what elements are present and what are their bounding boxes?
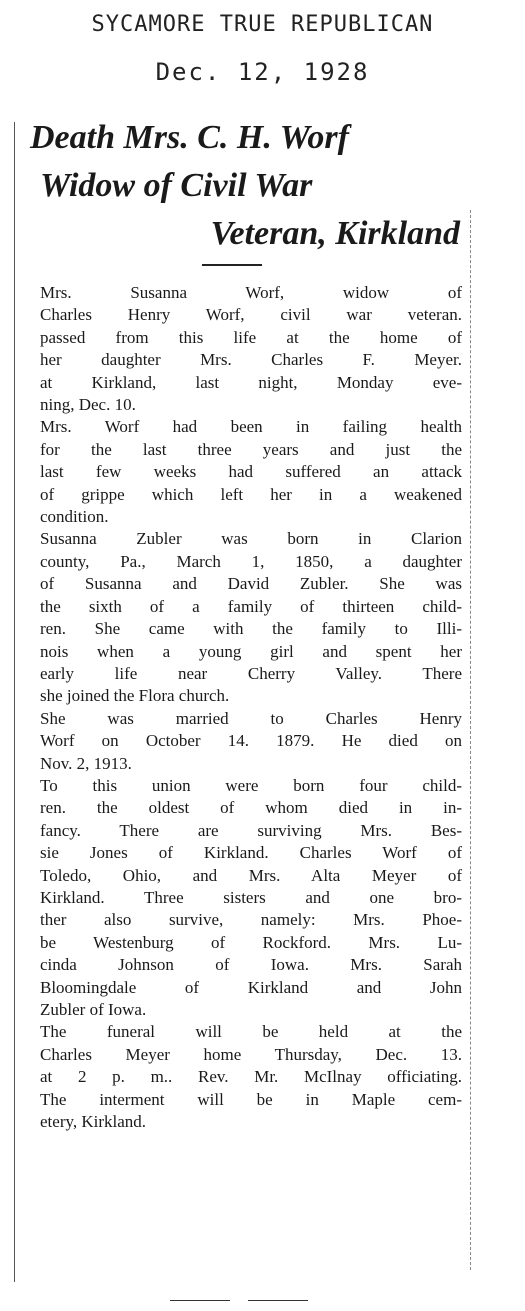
- article-line: nois when a young girl and spent her: [40, 641, 462, 661]
- article-line: To this union were born four child-: [40, 775, 462, 795]
- headline-line: Widow of Civil War: [40, 167, 313, 204]
- article-line: of grippe which left her in a weakened: [40, 484, 462, 504]
- article-line: her daughter Mrs. Charles F. Meyer.: [40, 350, 462, 370]
- article-line: The interment will be in Maple cem-: [40, 1089, 462, 1109]
- article-body: [26, 282, 462, 1133]
- article-line: county, Pa., March 1, 1850, a daughter: [40, 551, 462, 571]
- article-line: cinda Johnson of Iowa. Mrs. Sarah: [40, 955, 462, 975]
- column-rule-right: [470, 210, 471, 1270]
- article-line: ren. She came with the family to Illi-: [40, 619, 462, 639]
- end-rule: [170, 1300, 230, 1301]
- article-line: Charles Meyer home Thursday, Dec. 13.: [40, 1044, 462, 1064]
- article-line: The funeral will be held at the: [40, 1022, 462, 1042]
- article-line: for the last three years and just the: [40, 439, 462, 459]
- article-line: early life near Cherry Valley. There: [40, 663, 462, 683]
- article-line: fancy. There are surviving Mrs. Bes-: [40, 820, 462, 840]
- headline-line: Death Mrs. C. H. Worf: [30, 119, 349, 156]
- headline: [24, 114, 464, 258]
- headline-divider: [202, 264, 262, 266]
- headline-line: Veteran, Kirkland: [210, 215, 460, 252]
- article-line: Charles Henry Worf, civil war veteran.: [40, 305, 462, 325]
- article-line: Zubler of Iowa.: [40, 1000, 147, 1019]
- article-line: condition.: [40, 507, 109, 527]
- article-paragraph: [26, 708, 462, 775]
- article-line: Bloomingdale of Kirkland and John: [40, 977, 462, 997]
- article-line: passed from this life at the home of: [40, 327, 462, 347]
- article-line: ther also survive, namely: Mrs. Phoe-: [40, 910, 462, 930]
- article-line: be Westenburg of Rockford. Mrs. Lu-: [40, 932, 462, 952]
- article-line: sie Jones of Kirkland. Charles Worf of: [40, 843, 462, 863]
- article-line: last few weeks had suffered an attack: [40, 462, 462, 482]
- article-line: Mrs. Susanna Worf, widow of: [40, 283, 462, 302]
- publication-date: Dec. 12, 1928: [155, 58, 370, 86]
- end-rule: [248, 1300, 308, 1301]
- column-rule-left: [14, 122, 15, 1282]
- article-line: She was married to Charles Henry: [40, 708, 462, 728]
- article-line: etery, Kirkland.: [40, 1112, 147, 1132]
- article-line: Kirkland. Three sisters and one bro-: [40, 887, 462, 907]
- article-line: at Kirkland, last night, Monday eve-: [40, 372, 462, 392]
- article-paragraph: [26, 1021, 462, 1133]
- article-line: ren. the oldest of whom died in in-: [40, 798, 462, 818]
- article-line: she joined the Flora church.: [40, 686, 230, 706]
- article-line: Worf on October 14. 1879. He died on: [40, 731, 462, 751]
- article-line: the sixth of a family of thirteen child-: [40, 596, 462, 616]
- article-paragraph: [26, 282, 462, 416]
- article-line: at 2 p. m.. Rev. Mr. McIlnay officiating.: [40, 1067, 462, 1087]
- article-paragraph: [26, 416, 462, 528]
- article-line: Mrs. Worf had been in failing health: [40, 417, 462, 437]
- article-line: of Susanna and David Zubler. She was: [40, 574, 462, 594]
- newspaper-name: SYCAMORE TRUE REPUBLICAN: [91, 12, 434, 37]
- article-line: ning, Dec. 10.: [40, 395, 136, 415]
- article-line: Nov. 2, 1913.: [40, 753, 132, 773]
- article-paragraph: [26, 775, 462, 1021]
- article-line: Toledo, Ohio, and Mrs. Alta Meyer of: [40, 865, 462, 885]
- article-line: Susanna Zubler was born in Clarion: [40, 529, 462, 549]
- article-paragraph: [26, 528, 462, 707]
